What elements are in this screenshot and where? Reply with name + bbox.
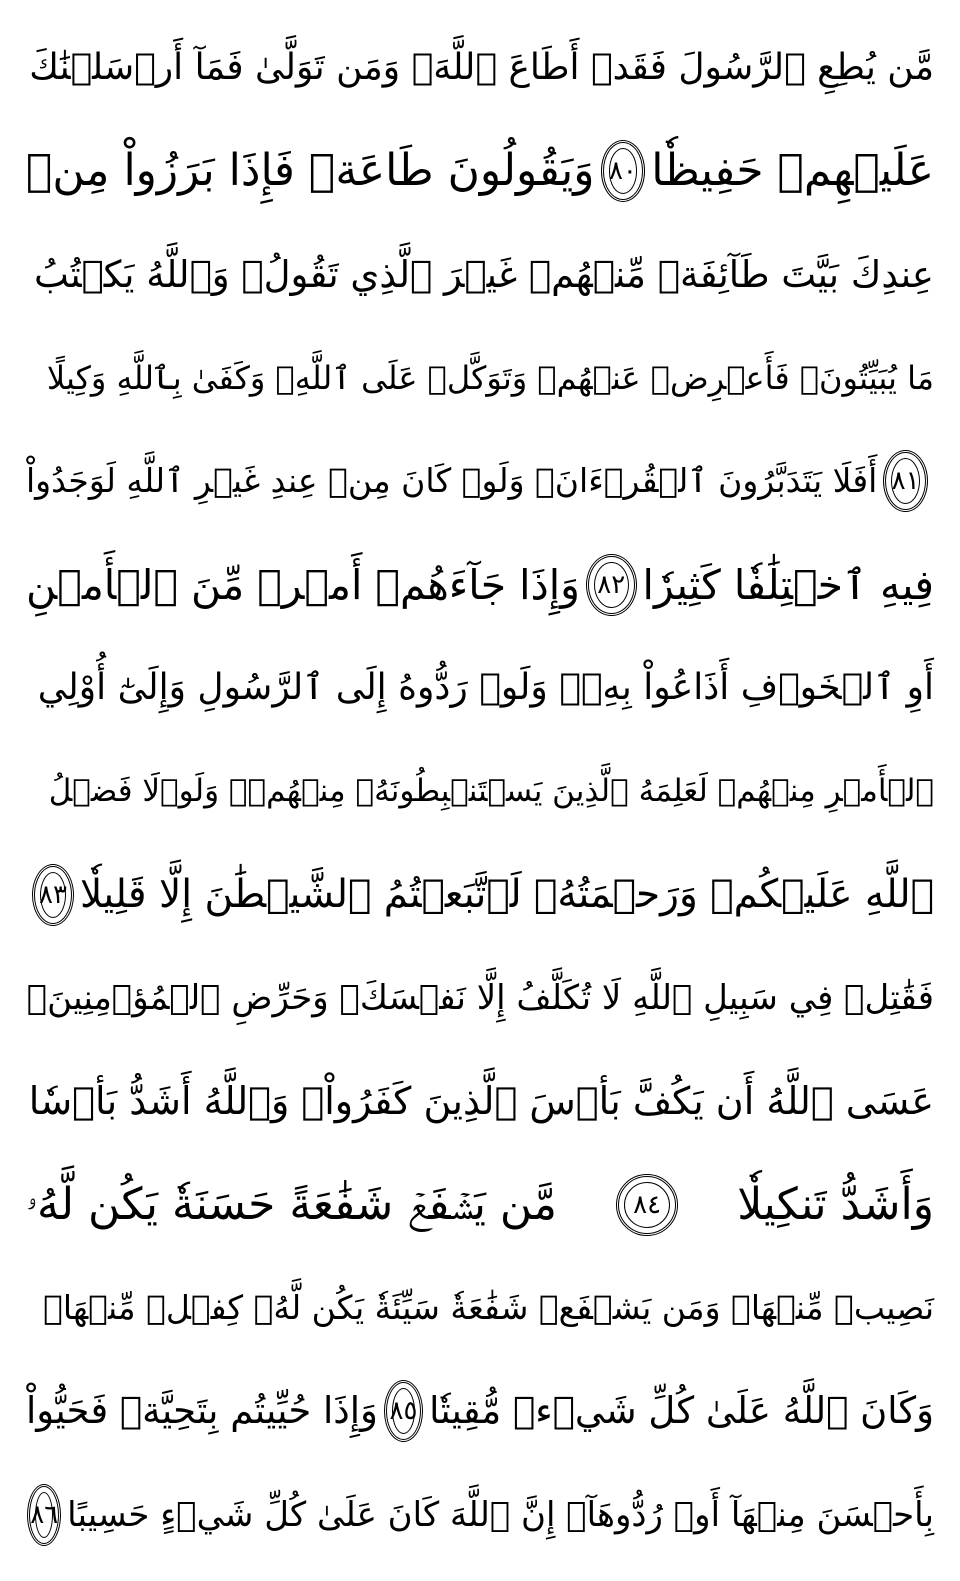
verse-text: وَكَانَ ٱللَّهُ عَلَىٰ كُلِّ شَيۡءٖ مُّقِيتٗا <box>429 1389 934 1433</box>
verse-line <box>26 22 934 114</box>
verse-line <box>26 1159 934 1251</box>
verse-text: عَسَى ٱللَّهُ أَن يَكُفَّ بَأۡسَ ٱلَّذِينَ كَفَرُواْۚ وَٱللَّهُ أَشَدُّ بَأۡسٗا <box>28 1079 934 1124</box>
ayah-number-marker: ٨٢ <box>586 554 637 616</box>
ayah-number-marker: ٨٣ <box>32 864 74 926</box>
verse-line <box>26 1365 934 1457</box>
verse-text: مَّن يُطِعِ ٱلرَّسُولَ فَقَدۡ أَطَاعَ ٱللَّهَۖ وَمَن تَوَلَّىٰ فَمَآ أَرۡسَلۡنَٰكَ <box>29 47 934 88</box>
ayah-number-marker: ٨١ <box>883 450 928 512</box>
verse-line <box>26 849 934 941</box>
verse-text: بِأَحۡسَنَ مِنۡهَآ أَوۡ رُدُّوهَآۗ إِنَّ ٱللَّهَ كَانَ عَلَىٰ كُلِّ شَيۡءٍ حَسِيبًا <box>67 1494 934 1535</box>
verse-line <box>26 332 934 424</box>
verse-text: وَإِذَا حُيِّيتُم بِتَحِيَّةٖ فَحَيُّواْ <box>26 1389 378 1433</box>
verse-text: مَا يُبَيِّتُونَۖ فَأَعۡرِضۡ عَنۡهُمۡ وَتَوَكَّلۡ عَلَى ٱللَّهِۚ وَكَفَىٰ بِٱللَّهِ وَكِيلًا <box>46 359 934 398</box>
verse-line <box>26 1262 934 1354</box>
verse-text: وَيَقُولُونَ طَاعَةٞ فَإِذَا بَرَزُواْ مِنۡ <box>26 145 595 197</box>
verse-text: وَأَشَدُّ تَنكِيلٗا <box>737 1178 934 1230</box>
verse-text: مَّن يَشۡفَعۡ شَفَٰعَةً حَسَنَةٗ يَكُن لَّهُۥ <box>26 1178 557 1230</box>
ayah-number-marker: ٨٦ <box>27 1484 61 1546</box>
verse-text: فَقَٰتِلۡ فِي سَبِيلِ ٱللَّهِ لَا تُكَلَّفُ إِلَّا نَفۡسَكَۚ وَحَرِّضِ ٱلۡمُؤۡمِنِينَۖ <box>26 978 934 1019</box>
verse-text: ٱلۡأَمۡرِ مِنۡهُمۡ لَعَلِمَهُ ٱلَّذِينَ يَسۡتَنۢبِطُونَهُۥ مِنۡهُمۡۗ وَلَوۡلَا فَضۡلُ <box>48 773 934 810</box>
verse-line <box>26 1055 934 1147</box>
verse-line <box>26 745 934 837</box>
verse-text: فِيهِ ٱخۡتِلَٰفٗا كَثِيرٗا <box>642 560 934 609</box>
ayah-number-marker: ٨٤ <box>616 1174 678 1236</box>
ayah-number-marker: ٨٠ <box>601 140 646 202</box>
verse-text: وَإِذَا جَآءَهُمۡ أَمۡرٞ مِّنَ ٱلۡأَمۡنِ <box>26 560 580 609</box>
verse-text: أَوِ ٱلۡخَوۡفِ أَذَاعُواْ بِهِۦۖ وَلَوۡ رَدُّوهُ إِلَى ٱلرَّسُولِ وَإِلَىٰٓ أُوْلِي <box>37 667 934 709</box>
ayah-number-marker: ٨٥ <box>384 1380 423 1442</box>
verse-text: عَلَيۡهِمۡ حَفِيظٗا <box>651 145 934 197</box>
verse-line <box>26 435 934 527</box>
verse-text: ٱللَّهِ عَلَيۡكُمۡ وَرَحۡمَتُهُۥ لَٱتَّبَعۡتُمُ ٱلشَّيۡطَٰنَ إِلَّا قَلِيلٗا <box>79 871 934 917</box>
verse-line <box>26 229 934 321</box>
text-lines <box>26 22 934 1561</box>
verse-line <box>26 952 934 1044</box>
verse-text: أَفَلَا يَتَدَبَّرُونَ ٱلۡقُرۡءَانَۚ وَلَوۡ كَانَ مِنۡ عِندِ غَيۡرِ ٱللَّهِ لَوَجَدُواْ <box>26 461 878 501</box>
verse-line <box>26 539 934 631</box>
verse-line <box>26 125 934 217</box>
verse-text: عِندِكَ بَيَّتَ طَآئِفَةٞ مِّنۡهُمۡ غَيۡرَ ٱلَّذِي تَقُولُۖ وَٱللَّهُ يَكۡتُبُ <box>34 252 934 296</box>
verse-line <box>26 1469 934 1561</box>
verse-line <box>26 642 934 734</box>
verse-text: نَصِيبٞ مِّنۡهَاۖ وَمَن يَشۡفَعۡ شَفَٰعَةٗ سَيِّئَةٗ يَكُن لَّهُۥ كِفۡلٞ مِّنۡهَاۗ <box>43 1288 934 1328</box>
